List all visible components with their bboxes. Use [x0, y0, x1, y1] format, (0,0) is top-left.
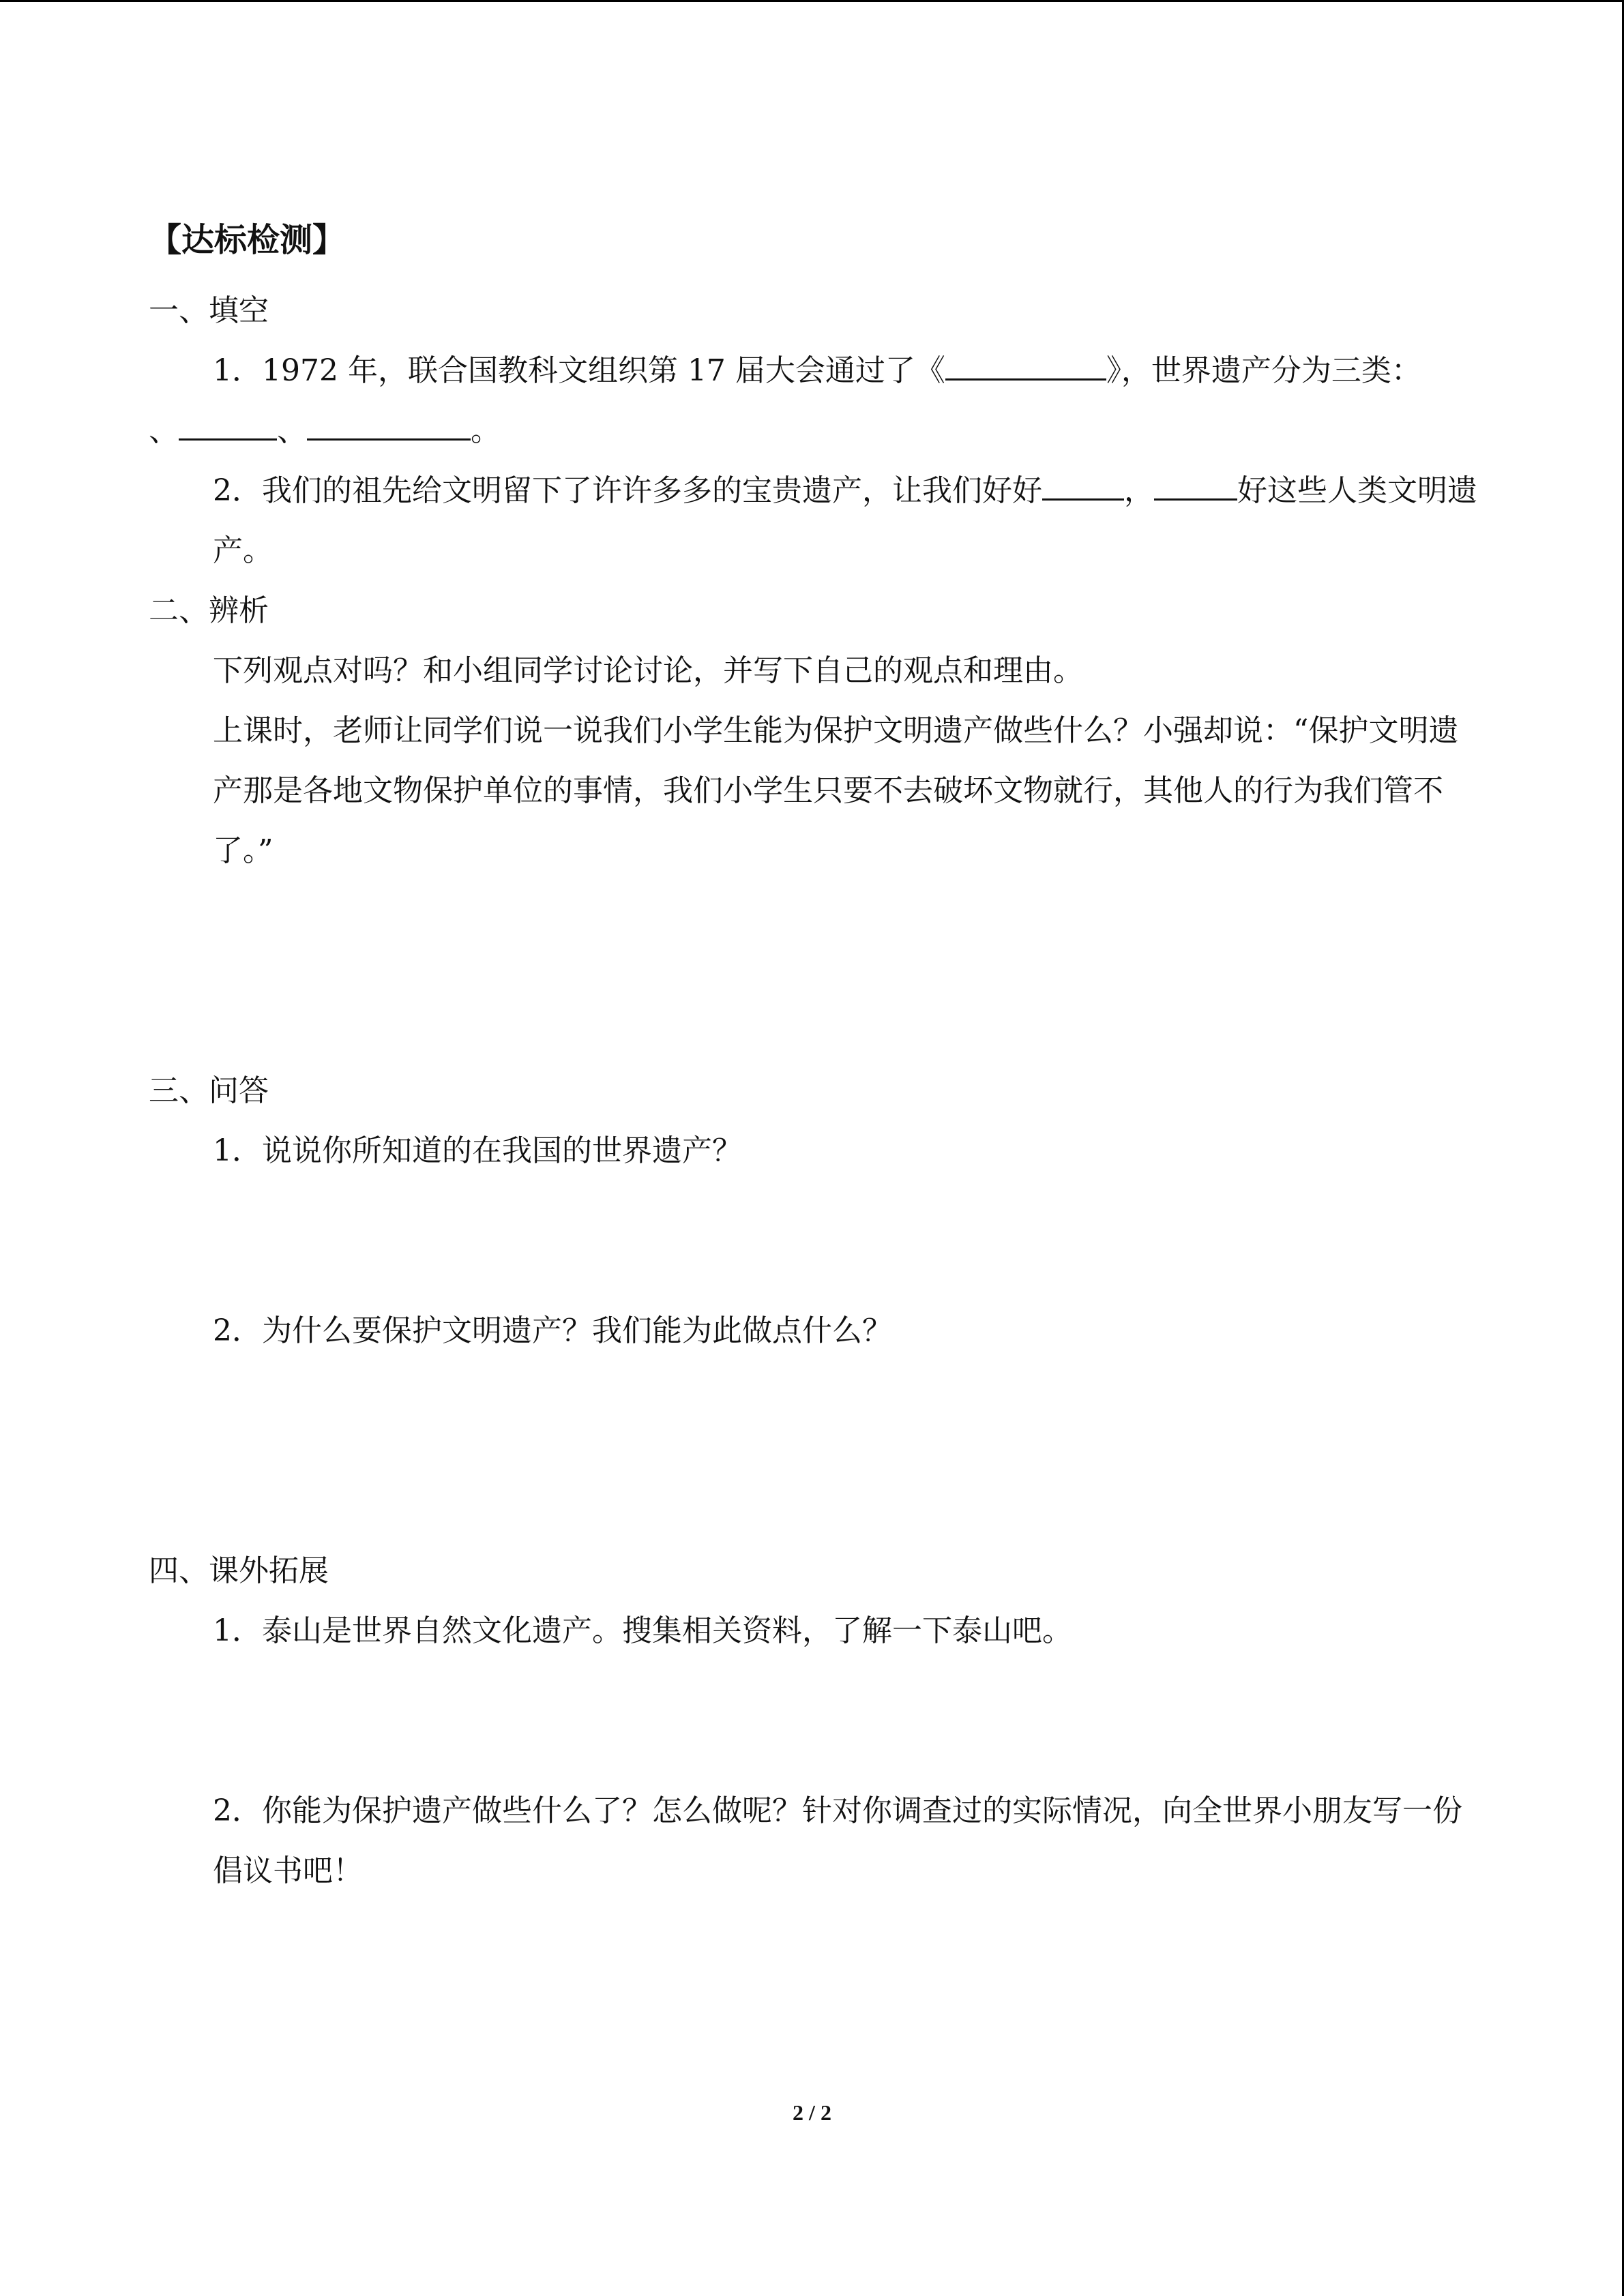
blank-category-3[interactable] [307, 408, 471, 441]
fill-question-2-text-c: 好这些人类文明遗产。 [213, 473, 1477, 568]
blank-verb-1[interactable] [1042, 468, 1124, 501]
analysis-prompt: 下列观点对吗？和小组同学讨论讨论，并写下自己的观点和理由。 [213, 653, 1083, 688]
fill-question-1-text-a: 1．1972 年，联合国教科文组织第 17 届大会通过了《 [213, 353, 945, 388]
fill-question-1-continued [149, 401, 1479, 461]
extension-question-2: 2．你能为保护遗产做些什么了？怎么做呢？针对你调查过的实际情况，向全世界小朋友写一份倡议书吧！ [213, 1793, 1462, 1888]
blank-verb-2[interactable] [1154, 468, 1237, 501]
extension-question-1: 1．泰山是世界自然文化遗产。搜集相关资料，了解一下泰山吧。 [213, 1613, 1072, 1648]
blank-convention-name[interactable] [945, 348, 1106, 381]
section-3-title: 三、问答 [149, 1073, 269, 1108]
section-4-title: 四、课外拓展 [149, 1553, 329, 1588]
answer-space-qa-2[interactable] [149, 1361, 1479, 1541]
fill-question-1-text-e: 。 [471, 413, 501, 448]
section-2-title: 二、辨析 [149, 593, 269, 628]
fill-question-1-text-b: 》，世界遗产分为三类： [1106, 353, 1421, 388]
fill-question-1-text-c: 、 [149, 413, 179, 448]
qa-question-2: 2．为什么要保护文明遗产？我们能为此做点什么？ [213, 1313, 892, 1348]
section-1-title: 一、填空 [149, 293, 269, 328]
blank-category-2[interactable] [179, 408, 277, 441]
fill-question-2-text-b: ， [1124, 473, 1154, 508]
fill-question-1-text-d: 、 [277, 413, 307, 448]
worksheet-page [149, 205, 1479, 1901]
fill-question-1 [149, 341, 1479, 401]
page-number: 2 / 2 [793, 2100, 831, 2125]
fill-question-2 [149, 461, 1479, 581]
analysis-scenario: 上课时，老师让同学们说一说我们小学生能为保护文明遗产做些什么？小强却说：“保护文明遗产那是各地文物保护单位的事情，我们小学生只要不去破坏文物就行，其他人的行为我们管不了。” [213, 713, 1459, 868]
answer-space-extension-1[interactable] [149, 1661, 1479, 1781]
section-heading: 【达标检测】 [149, 221, 346, 259]
top-border [0, 0, 1624, 2]
answer-space-analysis[interactable] [149, 881, 1479, 1061]
answer-space-qa-1[interactable] [149, 1181, 1479, 1301]
qa-question-1: 1．说说你所知道的在我国的世界遗产？ [213, 1133, 742, 1168]
fill-question-2-text-a: 2．我们的祖先给文明留下了许许多多的宝贵遗产，让我们好好 [213, 473, 1042, 508]
